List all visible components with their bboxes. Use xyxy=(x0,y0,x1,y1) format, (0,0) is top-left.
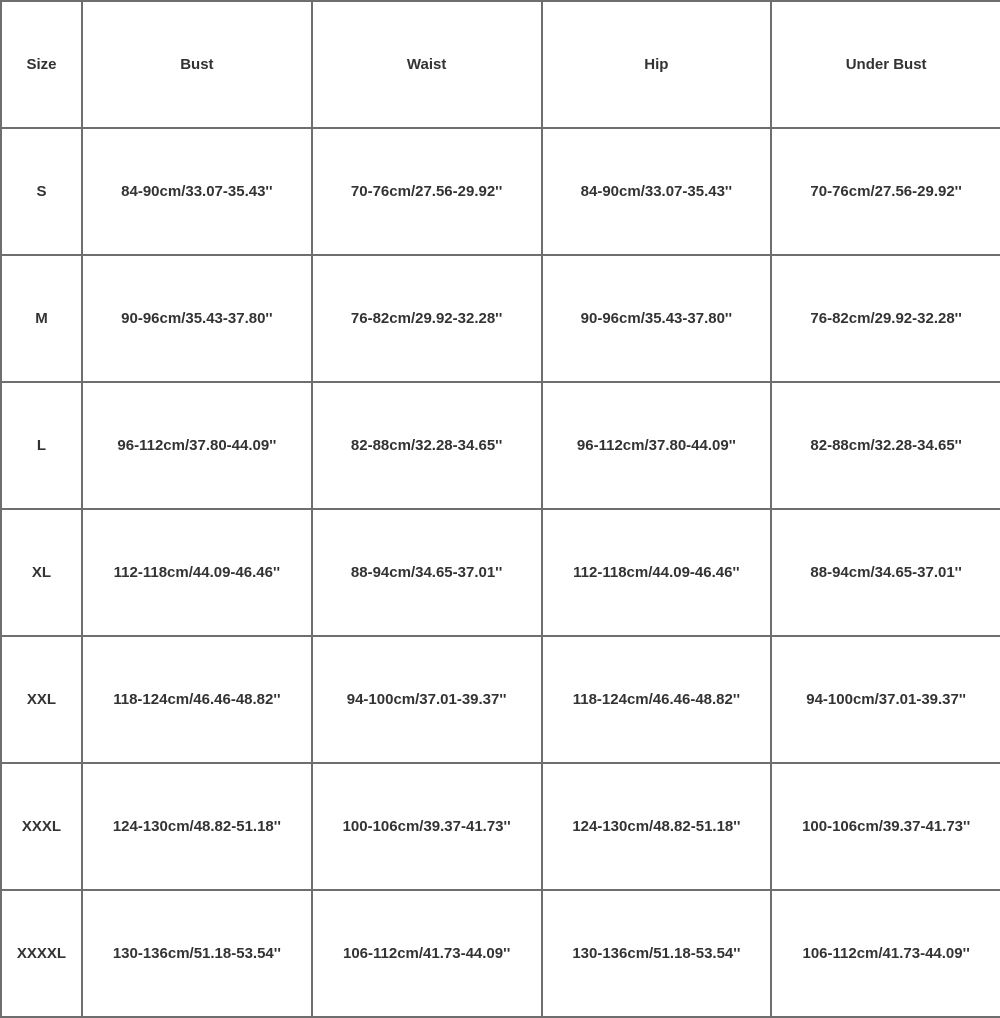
under-bust-cell: 76-82cm/29.92-32.28'' xyxy=(771,255,1000,382)
hip-cell: 96-112cm/37.80-44.09'' xyxy=(542,382,772,509)
table-row xyxy=(1,128,1000,255)
waist-cell: 94-100cm/37.01-39.37'' xyxy=(312,636,542,763)
header-size: Size xyxy=(1,1,82,128)
waist-cell: 76-82cm/29.92-32.28'' xyxy=(312,255,542,382)
under-bust-cell: 94-100cm/37.01-39.37'' xyxy=(771,636,1000,763)
table-row xyxy=(1,255,1000,382)
hip-cell: 90-96cm/35.43-37.80'' xyxy=(542,255,772,382)
table-row xyxy=(1,763,1000,890)
table-row xyxy=(1,509,1000,636)
waist-cell: 82-88cm/32.28-34.65'' xyxy=(312,382,542,509)
waist-cell: 100-106cm/39.37-41.73'' xyxy=(312,763,542,890)
under-bust-cell: 70-76cm/27.56-29.92'' xyxy=(771,128,1000,255)
hip-cell: 84-90cm/33.07-35.43'' xyxy=(542,128,772,255)
hip-cell: 112-118cm/44.09-46.46'' xyxy=(542,509,772,636)
bust-cell: 124-130cm/48.82-51.18'' xyxy=(82,763,312,890)
under-bust-cell: 88-94cm/34.65-37.01'' xyxy=(771,509,1000,636)
table-row xyxy=(1,382,1000,509)
bust-cell: 96-112cm/37.80-44.09'' xyxy=(82,382,312,509)
header-waist: Waist xyxy=(312,1,542,128)
size-cell: M xyxy=(1,255,82,382)
hip-cell: 118-124cm/46.46-48.82'' xyxy=(542,636,772,763)
bust-cell: 84-90cm/33.07-35.43'' xyxy=(82,128,312,255)
table-header-row xyxy=(1,1,1000,128)
under-bust-cell: 100-106cm/39.37-41.73'' xyxy=(771,763,1000,890)
bust-cell: 118-124cm/46.46-48.82'' xyxy=(82,636,312,763)
bust-cell: 112-118cm/44.09-46.46'' xyxy=(82,509,312,636)
waist-cell: 88-94cm/34.65-37.01'' xyxy=(312,509,542,636)
size-cell: XL xyxy=(1,509,82,636)
hip-cell: 130-136cm/51.18-53.54'' xyxy=(542,890,772,1017)
header-hip: Hip xyxy=(542,1,772,128)
table-row xyxy=(1,636,1000,763)
size-cell: XXXXL xyxy=(1,890,82,1017)
under-bust-cell: 106-112cm/41.73-44.09'' xyxy=(771,890,1000,1017)
waist-cell: 70-76cm/27.56-29.92'' xyxy=(312,128,542,255)
header-under-bust: Under Bust xyxy=(771,1,1000,128)
header-bust: Bust xyxy=(82,1,312,128)
size-cell: S xyxy=(1,128,82,255)
size-cell: XXL xyxy=(1,636,82,763)
size-cell: L xyxy=(1,382,82,509)
hip-cell: 124-130cm/48.82-51.18'' xyxy=(542,763,772,890)
waist-cell: 106-112cm/41.73-44.09'' xyxy=(312,890,542,1017)
size-cell: XXXL xyxy=(1,763,82,890)
bust-cell: 130-136cm/51.18-53.54'' xyxy=(82,890,312,1017)
bust-cell: 90-96cm/35.43-37.80'' xyxy=(82,255,312,382)
table-row xyxy=(1,890,1000,1017)
under-bust-cell: 82-88cm/32.28-34.65'' xyxy=(771,382,1000,509)
